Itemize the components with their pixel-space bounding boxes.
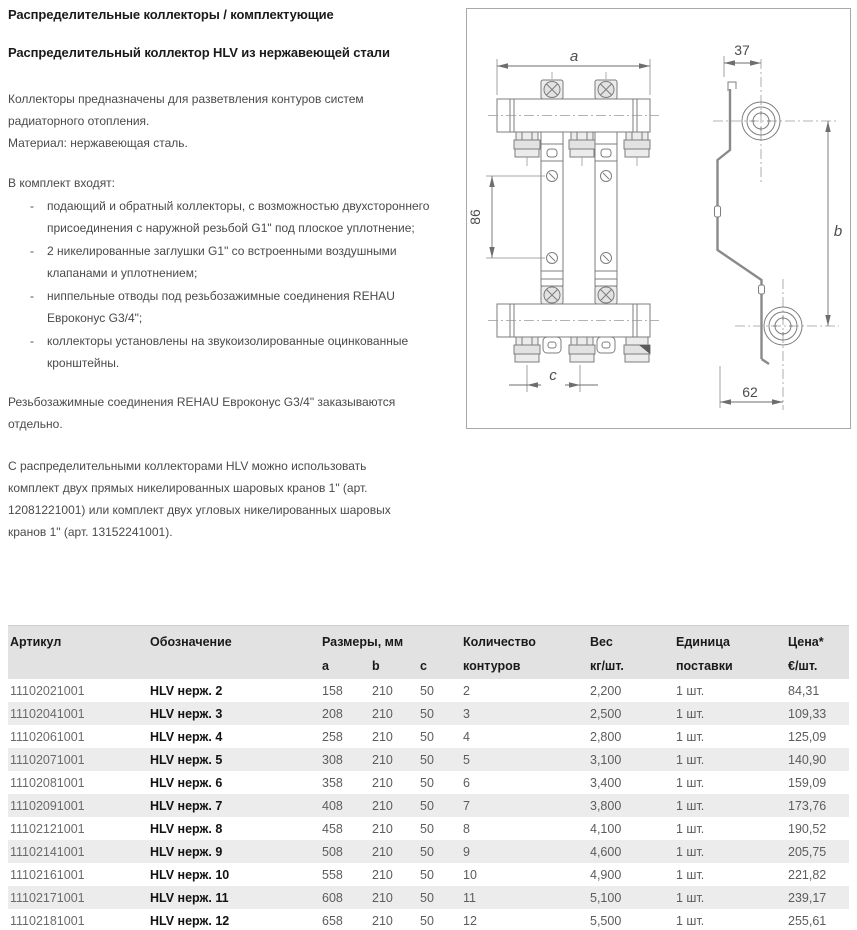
cell-price: 239,17	[788, 890, 827, 905]
side-view	[713, 42, 842, 410]
cell-dim-b: 210	[372, 706, 393, 721]
cell-price: 84,31	[788, 683, 820, 698]
dim-label-b: b	[833, 223, 843, 240]
table-header	[8, 625, 849, 679]
cell-circuits: 7	[463, 798, 470, 813]
front-view	[467, 48, 659, 392]
cell-circuits: 3	[463, 706, 470, 721]
dim-label-62: 62	[742, 384, 758, 400]
dimension-b	[825, 121, 842, 326]
top-pipe-section	[713, 59, 839, 183]
cell-article: 11102081001	[10, 775, 85, 790]
table-row	[8, 725, 849, 748]
cell-article: 11102021001	[10, 683, 85, 698]
cell-name: HLV нерж. 10	[150, 867, 230, 882]
cell-name: HLV нерж. 5	[150, 752, 223, 767]
cell-name: HLV нерж. 12	[150, 913, 230, 928]
cell-circuits: 12	[463, 913, 477, 928]
section-title: Распределительный коллектор HLV из нержавеющей стали	[8, 45, 390, 60]
top-eurocone-fittings	[514, 132, 650, 166]
cell-dim-c: 50	[420, 913, 434, 928]
dim-label-86: 86	[467, 209, 483, 225]
cell-article: 11102161001	[10, 867, 85, 882]
cell-dim-c: 50	[420, 798, 434, 813]
product-table	[8, 625, 849, 930]
table-row	[8, 886, 849, 909]
col-header-dim-b: b	[372, 659, 380, 673]
cell-weight: 3,100	[590, 752, 622, 767]
cell-dim-a: 258	[322, 729, 343, 744]
top-manifold-pipe	[488, 99, 659, 132]
cell-article: 11102121001	[10, 821, 85, 836]
cell-weight: 2,200	[590, 683, 622, 698]
cell-unit: 1 шт.	[676, 913, 705, 928]
dim-label-a: a	[569, 48, 579, 65]
cell-price: 140,90	[788, 752, 827, 767]
bullet-dash: -	[30, 244, 34, 258]
cell-article: 11102141001	[10, 844, 85, 859]
col-header-circuits: Количество контуров	[463, 635, 536, 673]
cell-unit: 1 шт.	[676, 752, 705, 767]
bullet-dash: -	[30, 334, 34, 348]
cell-dim-b: 210	[372, 752, 393, 767]
cell-weight: 3,800	[590, 798, 622, 813]
cell-weight: 5,100	[590, 890, 622, 905]
cell-unit: 1 шт.	[676, 729, 705, 744]
cell-dim-b: 210	[372, 821, 393, 836]
list-item-text: 2 никелированные заглушки G1" со встроенными воздушными клапанами и уплотнением;	[47, 244, 397, 280]
cell-weight: 2,500	[590, 706, 622, 721]
col-header-dim-c: c	[420, 659, 427, 673]
table-row	[8, 794, 849, 817]
cell-dim-a: 558	[322, 867, 343, 882]
list-item	[8, 195, 448, 239]
table-row	[8, 840, 849, 863]
cell-article: 11102091001	[10, 798, 85, 813]
cell-weight: 4,100	[590, 821, 622, 836]
dimension-c	[509, 365, 598, 392]
cell-unit: 1 шт.	[676, 775, 705, 790]
technical-drawing-panel	[466, 8, 851, 429]
cell-unit: 1 шт.	[676, 867, 705, 882]
cell-unit: 1 шт.	[676, 890, 705, 905]
cell-dim-b: 210	[372, 890, 393, 905]
bottom-valve-caps	[541, 286, 617, 304]
cell-price: 109,33	[788, 706, 827, 721]
cell-price: 159,09	[788, 775, 827, 790]
dim-label-c: c	[549, 367, 557, 384]
cell-dim-b: 210	[372, 867, 393, 882]
cell-circuits: 4	[463, 729, 470, 744]
table-row	[8, 679, 849, 702]
cell-dim-a: 608	[322, 890, 343, 905]
table-row	[8, 771, 849, 794]
cell-name: HLV нерж. 3	[150, 706, 223, 721]
dimension-37	[724, 42, 761, 77]
cell-dim-c: 50	[420, 890, 434, 905]
note-order-separately: Резьбозажимные соединения REHAU Евроконус G3/4" заказываются отдельно.	[8, 395, 396, 431]
cell-name: HLV нерж. 9	[150, 844, 223, 859]
cell-dim-c: 50	[420, 844, 434, 859]
cell-dim-a: 458	[322, 821, 343, 836]
table-row	[8, 909, 849, 930]
cell-article: 11102181001	[10, 913, 85, 928]
bottom-eurocone-fittings	[514, 337, 650, 362]
cell-name: HLV нерж. 2	[150, 683, 223, 698]
cell-circuits: 5	[463, 752, 470, 767]
cell-dim-b: 210	[372, 798, 393, 813]
cell-dim-a: 158	[322, 683, 343, 698]
note-ball-valves: С распределительными коллекторами HLV можно использовать комплект двух прямых никелированных шаровых кранов 1" (арт. 12081221001) или комплект двух угловых никелированных шаровых кранов 1" (арт. 13152241001).	[8, 459, 391, 539]
cell-price: 173,76	[788, 798, 827, 813]
list-item	[8, 240, 448, 284]
cell-name: HLV нерж. 6	[150, 775, 223, 790]
col-header-weight: Вес кг/шт.	[590, 635, 624, 673]
bottom-manifold-pipe	[488, 304, 659, 337]
manifold-drawing	[467, 9, 850, 428]
cell-article: 11102071001	[10, 752, 85, 767]
cell-dim-a: 658	[322, 913, 343, 928]
list-item	[8, 285, 448, 329]
list-item-text: ниппельные отводы под резьбозажимные соединения REHAU Евроконус G3/4";	[47, 289, 395, 325]
col-header-dim-a: a	[322, 659, 329, 673]
col-header-designation: Обозначение	[150, 635, 232, 649]
cell-dim-c: 50	[420, 821, 434, 836]
cell-dim-a: 358	[322, 775, 343, 790]
col-header-price: Цена* €/шт.	[788, 635, 824, 673]
cell-circuits: 8	[463, 821, 470, 836]
cell-name: HLV нерж. 11	[150, 890, 229, 905]
col-header-unit: Единица поставки	[676, 635, 733, 673]
cell-dim-c: 50	[420, 729, 434, 744]
cell-circuits: 11	[463, 890, 476, 905]
cell-dim-c: 50	[420, 775, 434, 790]
cell-price: 190,52	[788, 821, 827, 836]
cell-unit: 1 шт.	[676, 844, 705, 859]
cell-article: 11102171001	[10, 890, 85, 905]
cell-price: 221,82	[788, 867, 827, 882]
cell-name: HLV нерж. 8	[150, 821, 223, 836]
table-row	[8, 817, 849, 840]
cell-weight: 3,400	[590, 775, 622, 790]
cell-dim-b: 210	[372, 729, 393, 744]
dimension-86	[467, 176, 545, 258]
list-item	[8, 330, 448, 374]
cell-dim-a: 408	[322, 798, 343, 813]
table-row	[8, 748, 849, 771]
dim-label-37: 37	[734, 42, 750, 58]
intro-line-1: Коллекторы предназначены для разветвления контуров систем радиаторного отопления.	[8, 92, 364, 128]
top-valve-caps	[541, 72, 617, 99]
cell-dim-a: 508	[322, 844, 343, 859]
cell-weight: 2,800	[590, 729, 622, 744]
cell-price: 205,75	[788, 844, 827, 859]
cell-weight: 5,500	[590, 913, 622, 928]
cell-name: HLV нерж. 4	[150, 729, 223, 744]
cell-article: 11102061001	[10, 729, 85, 744]
cell-circuits: 9	[463, 844, 470, 859]
page-title: Распределительные коллекторы / комплектующие	[8, 7, 334, 22]
cell-price: 255,61	[788, 913, 827, 928]
cell-dim-c: 50	[420, 706, 434, 721]
cell-price: 125,09	[788, 729, 827, 744]
cell-weight: 4,900	[590, 867, 622, 882]
cell-unit: 1 шт.	[676, 798, 705, 813]
intro-paragraph	[8, 88, 393, 154]
cell-weight: 4,600	[590, 844, 622, 859]
table-body	[8, 679, 849, 930]
cell-dim-b: 210	[372, 775, 393, 790]
table-row	[8, 863, 849, 886]
col-header-article: Артикул	[10, 635, 62, 649]
kit-heading: В комплект входят:	[8, 176, 116, 190]
col-header-dimensions: Размеры, мм a b c	[322, 626, 463, 679]
cell-unit: 1 шт.	[676, 821, 705, 836]
list-item-text: подающий и обратный коллекторы, с возможностью двухстороннего присоединения с наружной резьбой G1" под плоское уплотнение;	[47, 199, 430, 235]
cell-name: HLV нерж. 7	[150, 798, 223, 813]
table-row	[8, 702, 849, 725]
cell-circuits: 10	[463, 867, 477, 882]
cell-circuits: 2	[463, 683, 470, 698]
bullet-dash: -	[30, 199, 34, 213]
kit-list	[8, 195, 448, 375]
cell-dim-c: 50	[420, 867, 434, 882]
cell-article: 11102041001	[10, 706, 85, 721]
dimension-62	[720, 366, 783, 408]
dimension-a	[497, 48, 650, 95]
cell-dim-b: 210	[372, 844, 393, 859]
cell-dim-b: 210	[372, 683, 393, 698]
list-item-text: коллекторы установлены на звукоизолированные оцинкованные кронштейны.	[47, 334, 409, 370]
cell-circuits: 6	[463, 775, 470, 790]
cell-dim-c: 50	[420, 683, 434, 698]
bullet-dash: -	[30, 289, 34, 303]
cell-unit: 1 шт.	[676, 706, 705, 721]
cell-unit: 1 шт.	[676, 683, 705, 698]
cell-dim-b: 210	[372, 913, 393, 928]
cell-dim-a: 308	[322, 752, 343, 767]
cell-dim-c: 50	[420, 752, 434, 767]
cell-dim-a: 208	[322, 706, 343, 721]
mounting-bracket	[715, 82, 770, 364]
intro-line-2: Материал: нержавеющая сталь.	[8, 136, 188, 150]
